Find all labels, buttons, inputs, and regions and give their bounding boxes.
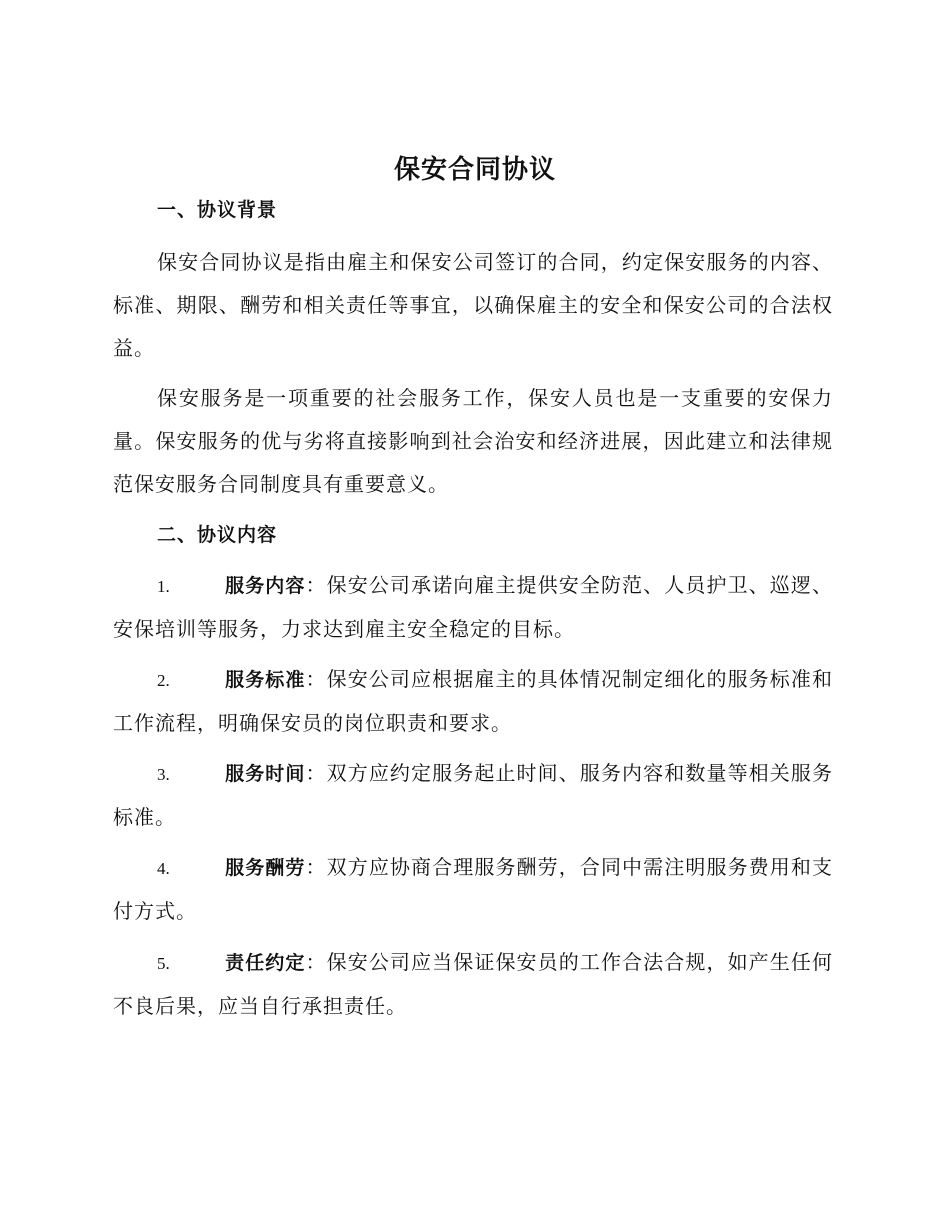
paragraph-background-2: 保安服务是一项重要的社会服务工作，保安人员也是一支重要的安保力量。保安服务的优与劣将直接影响到社会治安和经济进展，因此建立和法律规范保安服务合同制度具有重要意义。: [113, 386, 833, 496]
section-heading-background: 一、协议背景: [157, 199, 278, 221]
list-item-service-content: [113, 564, 833, 651]
list-item-text: ：保安公司承诺向雇主提供安全防范、人员护卫、巡逻、安保培训等服务，力求达到雇主安全稳定的目标。: [113, 573, 833, 641]
list-item-service-fee: [113, 846, 833, 933]
list-item-number: 2.: [157, 671, 170, 690]
list-item-text: ：保安公司应根据雇主的具体情况制定细化的服务标准和工作流程，明确保安员的岗位职责和要求。: [113, 667, 833, 735]
list-item-text: ：双方应协商合理服务酬劳，合同中需注明服务费用和支付方式。: [113, 855, 833, 923]
list-item-number: 4.: [157, 859, 170, 878]
list-item-liability: [113, 941, 833, 1028]
list-item-text: ：保安公司应当保证保安员的工作合法合规，如产生任何不良后果，应当自行承担责任。: [113, 950, 833, 1018]
list-item-service-time: [113, 752, 833, 839]
list-item-term: 责任约定: [225, 952, 306, 974]
section-heading-content: 二、协议内容: [157, 524, 278, 546]
document-title: 保安合同协议: [393, 155, 556, 185]
list-item-text: ：双方应约定服务起止时间、服务内容和数量等相关服务标准。: [113, 761, 833, 829]
list-item-term: 服务时间: [225, 763, 306, 785]
list-item-number: 3.: [157, 765, 170, 784]
list-item-term: 服务内容: [225, 575, 306, 597]
paragraph-background-1: 保安合同协议是指由雇主和保安公司签订的合同，约定保安服务的内容、标准、期限、酬劳和相关责任等事宜，以确保雇主的安全和保安公司的合法权益。: [113, 250, 833, 360]
list-item-number: 1.: [157, 577, 170, 596]
list-item-term: 服务酬劳: [225, 857, 306, 879]
list-item-term: 服务标准: [225, 669, 306, 691]
list-item-service-standard: [113, 658, 833, 745]
list-item-number: 5.: [157, 954, 170, 973]
